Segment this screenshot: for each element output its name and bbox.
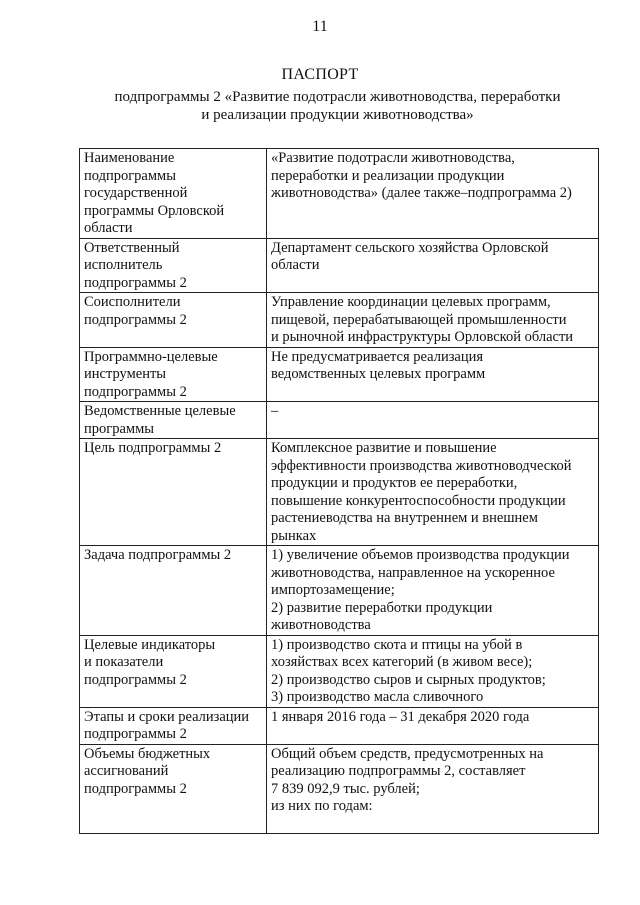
row-value-line: хозяйствах всех категорий (в живом весе); [271, 654, 533, 670]
table-row [80, 402, 599, 439]
row-value-line: «Развитие подотрасли животноводства, [271, 150, 515, 166]
row-name-line: инструменты [84, 366, 167, 382]
row-value-line [271, 816, 594, 834]
row-name-line: исполнитель [84, 257, 163, 273]
row-name-line: подпрограммы 2 [84, 383, 187, 400]
table-row [80, 149, 599, 239]
row-value-line: 3) производство масла сливочного [271, 689, 484, 705]
row-name-line: Ведомственные целевые [84, 403, 236, 419]
row-value-line: Департамент сельского хозяйства Орловской [271, 239, 549, 256]
row-name-cell [80, 402, 267, 439]
row-value-cell [267, 635, 599, 707]
row-name-line: программы [84, 420, 154, 437]
row-name-cell [80, 707, 267, 744]
row-value-line: животноводства» (далее также–подпрограмма 2) [271, 185, 572, 201]
passport-table-body [80, 149, 599, 834]
row-value-line: 1) увеличение объемов производства продукции [271, 547, 570, 563]
row-value-line: 1 января 2016 года – 31 декабря 2020 года [271, 708, 530, 725]
row-name-line: области [84, 220, 133, 236]
subtitle-line: и реализации продукции животноводства» [201, 107, 474, 123]
passport-table [79, 148, 599, 834]
table-row [80, 293, 599, 348]
row-value-line: животноводства [271, 617, 371, 633]
row-name-cell [80, 293, 267, 348]
row-value-cell [267, 293, 599, 348]
table-row [80, 347, 599, 402]
page-number: 11 [312, 18, 328, 35]
table-row [80, 635, 599, 707]
row-name-line: подпрограммы 2 [84, 726, 187, 742]
document-title: ПАСПОРТ [281, 66, 359, 83]
row-name-cell [80, 439, 267, 546]
row-value-cell [267, 744, 599, 834]
row-name-line: Ответственный [84, 239, 180, 256]
row-name-line: Объемы бюджетных [84, 745, 211, 762]
row-value-line: Комплексное развитие и повышение [271, 440, 497, 456]
row-name-line: Целевые индикаторы [84, 636, 216, 653]
row-value-line: Не предусматривается реализация [271, 348, 484, 365]
row-name-line: и показатели [84, 654, 164, 670]
table-row [80, 439, 599, 546]
row-value-line: пищевой, перерабатывающей промышленности [271, 311, 567, 328]
table-row [80, 744, 599, 834]
row-name-cell [80, 149, 267, 239]
row-value-line: – [271, 403, 279, 419]
row-value-line: из них по годам: [271, 798, 373, 814]
row-value-line: ведомственных целевых программ [271, 366, 486, 382]
row-name-line: подпрограммы 2 [84, 311, 187, 328]
row-value-line: продукции и продуктов ее переработки, [271, 475, 518, 491]
row-name-cell [80, 347, 267, 402]
row-value-cell [267, 402, 599, 439]
row-value-line: переработки и реализации продукции [271, 167, 505, 184]
row-name-line: подпрограммы 2 [84, 671, 187, 688]
row-name-line: ассигнований [84, 763, 169, 779]
row-value-line: 2) производство сыров и сырных продуктов; [271, 671, 546, 688]
row-name-line: подпрограммы [84, 167, 176, 184]
row-value-line: Управление координации целевых программ, [271, 294, 551, 310]
row-value-cell [267, 707, 599, 744]
row-name-line: подпрограммы 2 [84, 274, 187, 291]
row-name-cell [80, 744, 267, 834]
row-value-line: 1) производство скота и птицы на убой в [271, 636, 523, 653]
row-value-line: 2) развитие переработки продукции [271, 599, 493, 616]
row-value-line: реализацию подпрограммы 2, составляет [271, 763, 526, 779]
row-value-line: области [271, 257, 320, 273]
row-name-line: Цель подпрограммы 2 [84, 440, 222, 456]
row-value-cell [267, 238, 599, 293]
row-name-line: подпрограммы 2 [84, 780, 187, 797]
row-value-line: эффективности производства животноводческой [271, 457, 572, 474]
row-name-line: Наименование [84, 150, 175, 166]
row-value-cell [267, 149, 599, 239]
row-name-line: программы Орловской [84, 202, 225, 219]
subtitle-line: подпрограммы 2 «Развитие подотрасли животноводства, переработки [114, 89, 561, 105]
row-name-line: государственной [84, 185, 188, 201]
row-value-line: Общий объем средств, предусмотренных на [271, 745, 544, 762]
row-value-line: импортозамещение; [271, 582, 395, 598]
row-value-cell [267, 546, 599, 636]
row-value-cell [267, 439, 599, 546]
row-value-line: 7 839 092,9 тыс. рублей; [271, 780, 420, 797]
table-row [80, 546, 599, 636]
row-name-cell [80, 635, 267, 707]
row-value-line: рынках [271, 527, 317, 544]
row-value-cell [267, 347, 599, 402]
row-value-line: животноводства, направленное на ускоренное [271, 564, 555, 581]
document-subtitle [80, 88, 595, 124]
row-name-line: Соисполнители [84, 294, 181, 310]
row-value-line: и рыночной инфраструктуры Орловской области [271, 329, 574, 345]
row-value-line: растениеводства на внутреннем и внешнем [271, 510, 538, 526]
row-value-line: повышение конкурентоспособности продукции [271, 492, 566, 509]
row-name-line: Программно-целевые [84, 348, 218, 365]
table-row [80, 238, 599, 293]
row-name-cell [80, 546, 267, 636]
row-name-cell [80, 238, 267, 293]
table-row [80, 707, 599, 744]
row-name-line: Этапы и сроки реализации [84, 708, 250, 725]
row-name-line: Задача подпрограммы 2 [84, 547, 232, 563]
